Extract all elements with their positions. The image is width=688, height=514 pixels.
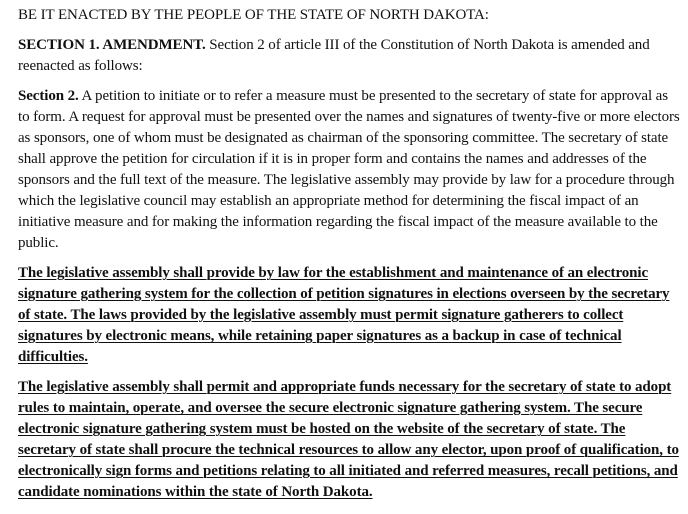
amendment-paragraph-funding-rules: The legislative assembly shall permit and appropriate funds necessary for the secretary of state to adopt rules to maintain, operate, and oversee the secure electronic signature gathering system. The secure electronic signature gathering system must be hosted on the website of the secretary of state. The secretary of state shall procure the technical resources to allow any elector, upon proof of qualification, to electronically sign forms and petitions relating to all initiated and referred measures, recall petitions, and candidate nominations within the state of North Dakota. bbox=[18, 379, 679, 500]
amendment-paragraph-electronic-system: The legislative assembly shall provide by law for the establishment and maintenance of an electronic signature gathering system for the collection of petition signatures in elections overseen by the secretary of state. The laws provided by the legislative assembly must permit signature gatherers to collect signatures by electronic means, while retaining paper signatures as a backup in case of technical difficulties. bbox=[18, 265, 670, 365]
section-2-heading: Section 2. bbox=[18, 88, 79, 104]
section-1-heading: SECTION 1. AMENDMENT. bbox=[18, 37, 206, 53]
enacting-clause: BE IT ENACTED BY THE PEOPLE OF THE STATE OF NORTH DAKOTA: bbox=[18, 7, 489, 23]
section-2-text: A petition to initiate or to refer a measure must be presented to the secretary of state for approval as to form. A request for approval must be presented over the names and signatures of twenty-five or more electors as sponsors, one of whom must be designated as chairman of the sponsoring committee. The secretary of state shall approve the petition for circulation if it is in proper form and contains the names and addresses of the sponsors and the full text of the measure. The legislative assembly may provide by law for a procedure through which the legislative council may establish an appropriate method for determining the fiscal impact of an initiative measure and for making the information regarding the fiscal impact of the measure available to the public. bbox=[18, 88, 680, 251]
section-2-paragraph bbox=[18, 86, 682, 254]
section-1-text: Section 2 of article III of the Constitution of North Dakota is amended and reenacted as follows: bbox=[18, 37, 650, 74]
section-1-paragraph bbox=[18, 35, 682, 77]
